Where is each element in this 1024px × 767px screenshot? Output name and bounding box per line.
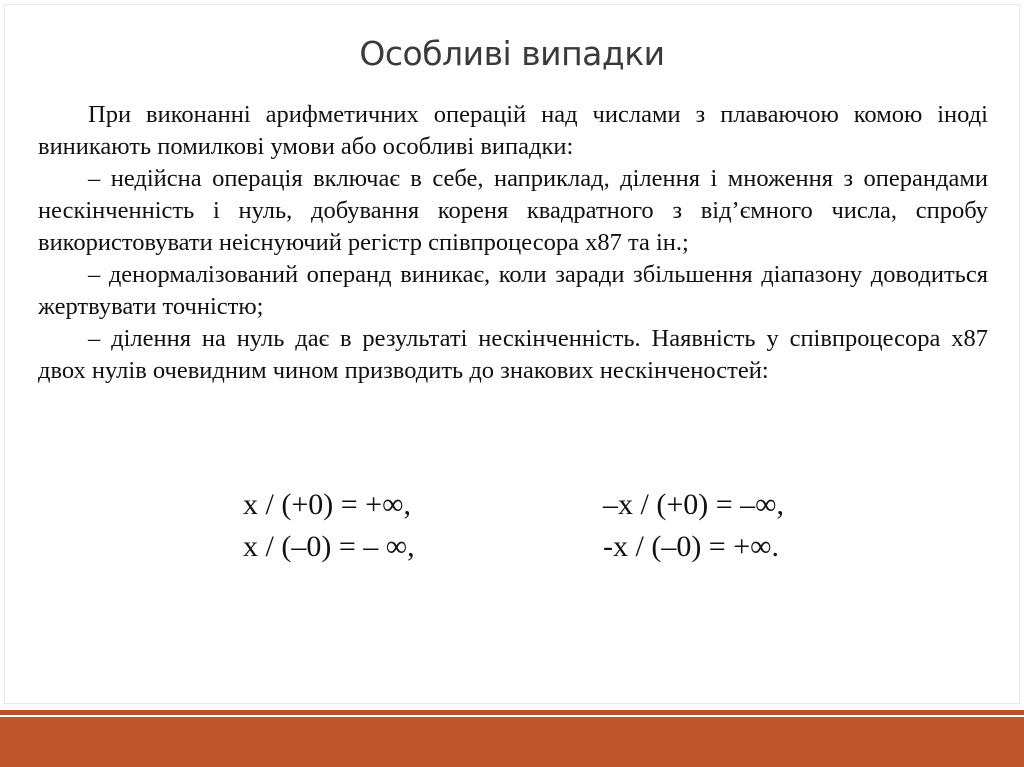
footer-accent-line xyxy=(0,710,1024,715)
formula-x-plus-zero: x / (+0) = +∞, xyxy=(243,488,411,521)
paragraph-intro: При виконанні арифметичних операцій над числами з плаваючою комою іноді виникають помилкові умови або особливі випадки: xyxy=(38,101,988,160)
body-text xyxy=(38,99,988,387)
formula-neg-x-plus-zero: –x / (+0) = –∞, xyxy=(603,488,785,521)
slide-title: Особливі випадки xyxy=(359,34,665,73)
footer-accent-band xyxy=(0,717,1024,767)
paragraph-divide-by-zero: – ділення на нуль дає в результаті нескінченність. Наявність у співпроцесора x87 двох нулів очевидним чином призводить до знакових нескінченостей: xyxy=(38,325,988,384)
formula-neg-x-minus-zero: -x / (–0) = +∞. xyxy=(603,530,780,563)
paragraph-invalid-operation: – недійсна операція включає в себе, наприклад, ділення і множення з операндами нескінченність і нуль, добування кореня квадратного з від’ємного числа, спробу використовувати неіснуючий регістр співпроцесора x87 та ін.; xyxy=(38,165,988,256)
formula-x-minus-zero: x / (–0) = – ∞, xyxy=(243,530,415,563)
paragraph-denormalized-operand: – денормалізований операнд виникає, коли заради збільшення діапазону доводиться жертвувати точністю; xyxy=(38,261,988,320)
